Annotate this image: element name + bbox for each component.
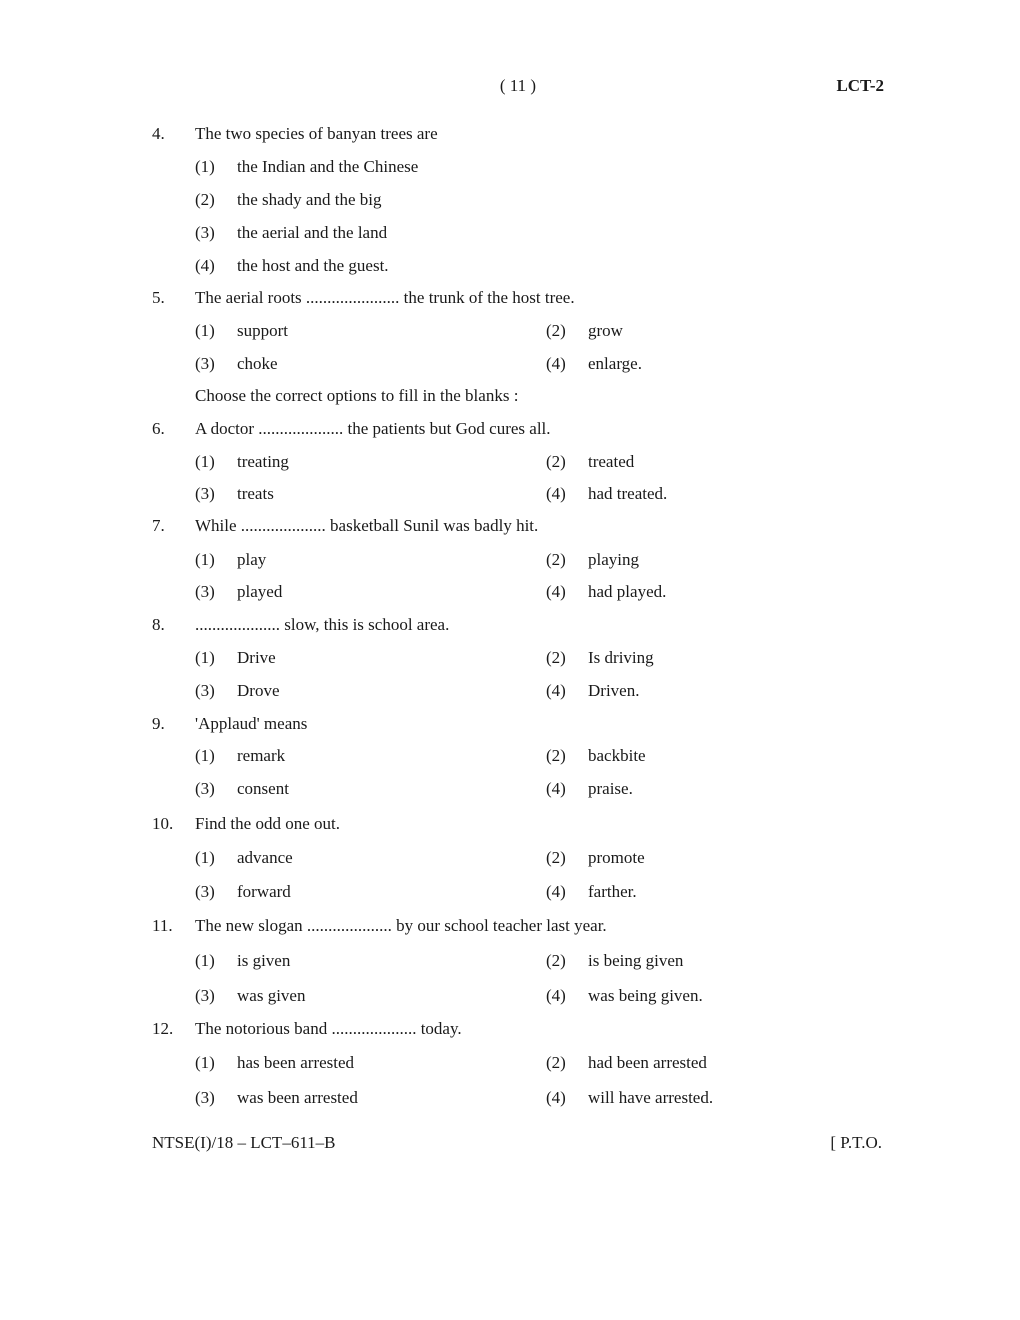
question-number: 5. [152, 288, 165, 307]
option-text: Drive [237, 648, 276, 667]
question-text: The aerial roots ...................... the trunk of the host tree. [195, 288, 575, 307]
question-number: 6. [152, 419, 165, 438]
option-number: (2) [546, 321, 566, 340]
option-text: playing [588, 550, 639, 569]
option-text: had treated. [588, 484, 668, 503]
option-number: (2) [546, 848, 566, 867]
option-text: had played. [588, 582, 667, 601]
option-number: (3) [195, 882, 215, 901]
option-text: will have arrested. [588, 1088, 714, 1107]
option-number: (3) [195, 582, 215, 601]
option-text: grow [588, 321, 623, 340]
question-text: .................... slow, this is school area. [195, 615, 450, 634]
question-number: 9. [152, 714, 165, 733]
question-text: While .................... basketball Sunil was badly hit. [195, 516, 539, 535]
option-number: (3) [195, 1088, 215, 1107]
option-number: (1) [195, 321, 215, 340]
option-text: promote [588, 848, 645, 867]
question-number: 12. [152, 1019, 174, 1038]
question-text: Find the odd one out. [195, 814, 340, 833]
option-text: the shady and the big [237, 190, 382, 209]
question-text: 'Applaud' means [195, 714, 308, 733]
option-text: the Indian and the Chinese [237, 157, 419, 176]
option-text: forward [237, 882, 291, 901]
option-text: had been arrested [588, 1053, 707, 1072]
option-text: played [237, 582, 283, 601]
option-number: (4) [546, 882, 566, 901]
question-text: The notorious band .................... today. [195, 1019, 462, 1038]
option-number: (1) [195, 648, 215, 667]
option-text: remark [237, 746, 286, 765]
option-number: (4) [546, 1088, 566, 1107]
question-number: 10. [152, 814, 174, 833]
option-text: was being given. [588, 986, 703, 1005]
option-text: enlarge. [588, 354, 642, 373]
question-number: 7. [152, 516, 165, 535]
option-number: (2) [546, 550, 566, 569]
option-number: (2) [195, 190, 215, 209]
option-text: play [237, 550, 267, 569]
option-text: farther. [588, 882, 637, 901]
option-number: (4) [546, 354, 566, 373]
footer-paper-code: NTSE(I)/18 – LCT–611–B [152, 1133, 336, 1152]
option-number: (4) [546, 986, 566, 1005]
option-number: (3) [195, 681, 215, 700]
option-text: support [237, 321, 288, 340]
option-number: (3) [195, 986, 215, 1005]
option-text: is being given [588, 951, 684, 970]
option-text: is given [237, 951, 291, 970]
option-number: (1) [195, 157, 215, 176]
option-text: Driven. [588, 681, 640, 700]
option-number: (4) [546, 582, 566, 601]
option-text: praise. [588, 779, 633, 798]
option-number: (1) [195, 452, 215, 471]
option-number: (1) [195, 848, 215, 867]
option-number: (3) [195, 223, 215, 242]
question-number: 8. [152, 615, 165, 634]
question-text: The new slogan .................... by our school teacher last year. [195, 916, 607, 935]
option-text: treats [237, 484, 274, 503]
option-text: consent [237, 779, 289, 798]
option-number: (2) [546, 1053, 566, 1072]
question-number: 11. [152, 916, 173, 935]
page-number: ( 11 ) [499, 76, 537, 95]
option-text: choke [237, 354, 278, 373]
question-number: 4. [152, 124, 165, 143]
instruction-text: Choose the correct options to fill in the blanks : [195, 386, 519, 405]
option-text: treating [237, 452, 289, 471]
option-number: (1) [195, 1053, 215, 1072]
question-text: A doctor .................... the patients but God cures all. [195, 419, 551, 438]
footer-pto: [ P.T.O. [830, 1133, 882, 1152]
option-text: advance [237, 848, 293, 867]
option-number: (3) [195, 779, 215, 798]
option-number: (2) [546, 452, 566, 471]
option-number: (4) [195, 256, 215, 275]
option-text: the host and the guest. [237, 256, 389, 275]
option-number: (3) [195, 354, 215, 373]
option-number: (2) [546, 648, 566, 667]
option-text: was been arrested [237, 1088, 358, 1107]
option-number: (4) [546, 681, 566, 700]
option-text: was given [237, 986, 306, 1005]
question-text: The two species of banyan trees are [195, 124, 438, 143]
option-text: Is driving [588, 648, 654, 667]
option-number: (2) [546, 951, 566, 970]
option-text: has been arrested [237, 1053, 355, 1072]
option-number: (2) [546, 746, 566, 765]
option-number: (4) [546, 484, 566, 503]
option-number: (4) [546, 779, 566, 798]
option-text: the aerial and the land [237, 223, 388, 242]
booklet-code: LCT-2 [836, 76, 884, 95]
option-text: treated [588, 452, 635, 471]
option-text: Drove [237, 681, 280, 700]
option-number: (3) [195, 484, 215, 503]
option-number: (1) [195, 951, 215, 970]
option-text: backbite [588, 746, 646, 765]
option-number: (1) [195, 550, 215, 569]
option-number: (1) [195, 746, 215, 765]
